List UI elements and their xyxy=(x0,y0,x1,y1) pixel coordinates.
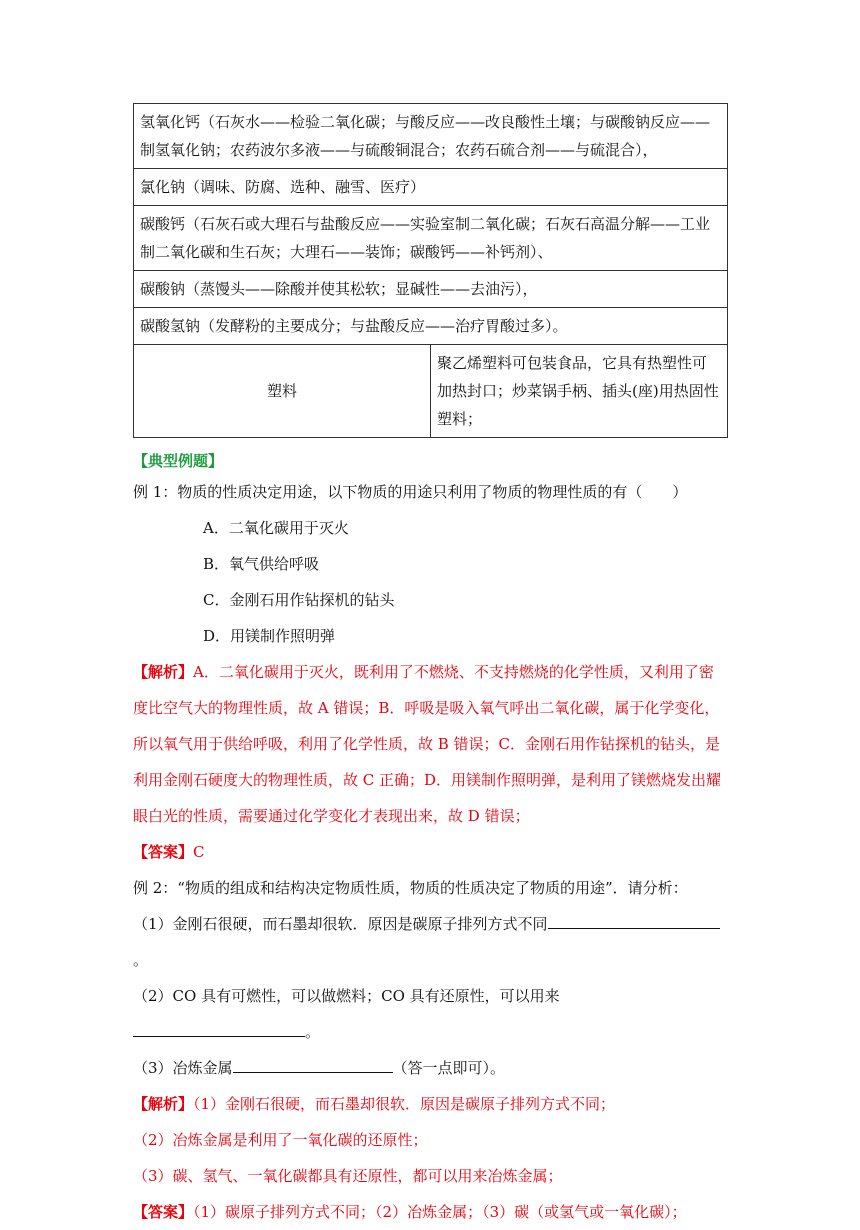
example2-question: 例 2：“物质的组成和结构决定物质性质，物质的性质决定了物质的用途”．请分析： xyxy=(133,879,688,897)
table-cell: 碳酸钙（石灰石或大理石与盐酸反应——实验室制二氧化碳；石灰石高温分解——工业制二氧化碳和生石灰；大理石——装饰；碳酸钙——补钙剂）、 xyxy=(134,206,728,271)
q2-answer-blank xyxy=(133,1018,305,1037)
example2-analysis-line-1 xyxy=(133,1086,728,1122)
example1-option-c: C．金刚石用作钻探机的钻头 xyxy=(203,591,395,609)
table-cell: 氢氧化钙（石灰水——检验二氧化碳；与酸反应——改良酸性土壤；与碳酸钠反应——制氢氧化钠；农药波尔多液——与硫酸铜混合；农药石硫合剂——与硫混合）， xyxy=(134,104,728,169)
analysis-text: A．二氧化碳用于灭火，既利用了不燃烧、不支持燃烧的化学性质，又利用了密度比空气大的物理性质，故 A 错误；B．呼吸是吸入氧气呼出二氧化碳，属于化学变化，所以氧气用于供给呼吸，利用了化学性质，故 B 错误；C．金刚石用作钻探机的钻头，是利用金刚石硬度大的物理性质，故 C 正确；D．用镁制作照明弹，是利用了镁燃烧发出耀眼白光的性质，需要通过化学变化才表现出来，故 D 错误； xyxy=(133,663,722,825)
q2-text: （2）CO 具有可燃性，可以做燃料；CO 具有还原性，可以用来 xyxy=(133,987,560,1005)
q2-end: 。 xyxy=(305,1023,321,1041)
example1-analysis xyxy=(133,654,728,834)
example1-answer xyxy=(133,834,728,870)
example2-answer xyxy=(133,1194,728,1230)
example2-q3 xyxy=(133,1050,728,1086)
example2-q2 xyxy=(133,978,728,1050)
table-cell: 碳酸氢钠（发酵粉的主要成分；与盐酸反应——治疗胃酸过多）。 xyxy=(134,308,728,345)
answer-tag: 【答案】 xyxy=(133,843,194,861)
q3-text: （3）冶炼金属 xyxy=(133,1059,233,1077)
q1-text: （1）金刚石很硬，而石墨却很软．原因是碳原子排列方式不同 xyxy=(133,915,548,933)
example2-analysis-line-2: （2）冶炼金属是利用了一氧化碳的还原性； xyxy=(133,1131,428,1149)
table-row xyxy=(134,308,728,345)
analysis-tag: 【解析】 xyxy=(133,663,194,681)
example1-option-d: D．用镁制作照明弹 xyxy=(203,627,336,645)
table-cell: 碳酸钠（蒸馒头——除酸并使其松软；显碱性——去油污）， xyxy=(134,271,728,308)
uses-table xyxy=(133,103,728,438)
table-row xyxy=(134,206,728,271)
q1-answer-blank xyxy=(548,910,720,929)
answer-text: （1）碳原子排列方式不同；（2）冶炼金属；（3）碳（或氢气或一氧化碳）； xyxy=(193,1203,687,1221)
table-row xyxy=(134,169,728,206)
plastic-description: 聚乙烯塑料可包装食品，它具有热塑性可加热封口；炒菜锅手柄、插头(座)用热固性塑料； xyxy=(431,345,728,438)
table-row-plastic xyxy=(134,345,728,438)
table-row xyxy=(134,271,728,308)
section-title: 【典型例题】 xyxy=(133,452,224,470)
example2-q1 xyxy=(133,906,728,978)
plastic-label: 塑料 xyxy=(134,345,431,438)
q1-end: 。 xyxy=(133,951,149,969)
table-cell: 氯化钠（调味、防腐、选种、融雪、医疗） xyxy=(134,169,728,206)
example1-option-b: B．氧气供给呼吸 xyxy=(203,555,320,573)
table-row xyxy=(134,104,728,169)
answer-text: C xyxy=(193,843,205,861)
q3-answer-blank xyxy=(233,1054,393,1073)
analysis-text: （1）金刚石很硬，而石墨却很软．原因是碳原子排列方式不同； xyxy=(193,1095,616,1113)
answer-tag: 【答案】 xyxy=(133,1203,194,1221)
document-page xyxy=(133,103,728,1230)
q3-end: （答一点即可）。 xyxy=(392,1059,506,1077)
example1-option-a: A．二氧化碳用于灭火 xyxy=(203,519,349,537)
analysis-tag: 【解析】 xyxy=(133,1095,194,1113)
example1-question: 例 1：物质的性质决定用途，以下物质的用途只利用了物质的物理性质的有（ ） xyxy=(133,483,688,501)
example2-analysis-line-3: （3）碳、氢气、一氧化碳都具有还原性，都可以用来冶炼金属； xyxy=(133,1167,563,1185)
